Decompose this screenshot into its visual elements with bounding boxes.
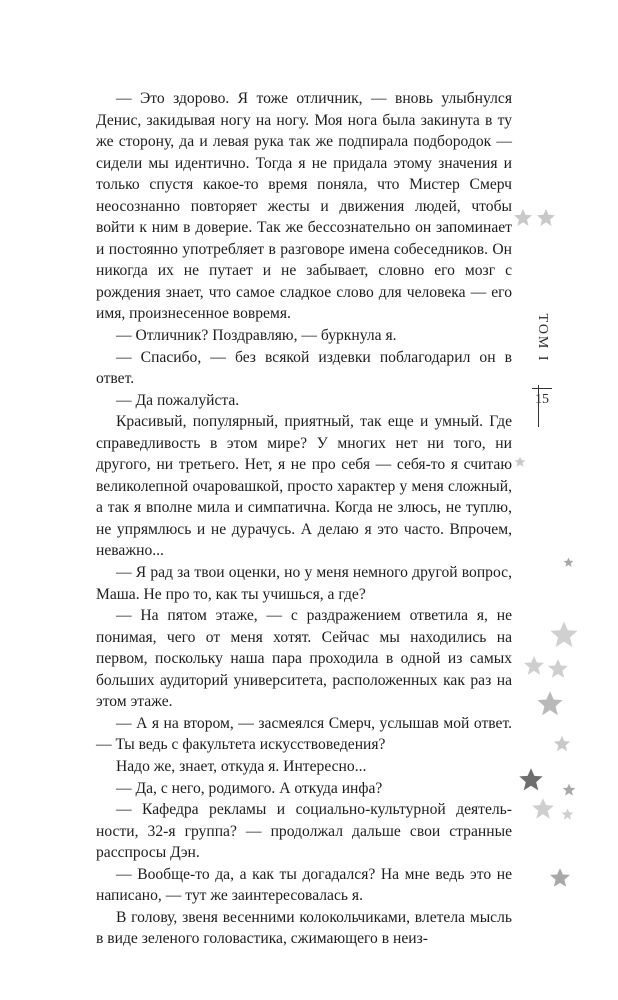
running-head: ТОМ I (535, 313, 550, 363)
paragraph: — Да, с него, родимого. А откуда инфа? (116, 779, 383, 797)
star-icon (553, 735, 571, 753)
star-icon (549, 620, 579, 650)
paragraph: — На пятом этаже, — с раздражением ответила я, не понимая, чего от меня хотят. Сейчас мы находились на первом, поскольку наша пара проходила в одной из самых больших аудиторий университета, расположенных как раз на этом этаже. (96, 607, 512, 711)
folio-rule-top (532, 388, 552, 389)
page-number: 15 (535, 392, 549, 407)
paragraph: — Это здорово. Я тоже отличник, — вновь улыбнулся Денис, закидывая ногу на ногу. Моя нога была закинута в ту же сторону, да и левая рука так же подпирала подбородок — сидели мы идентично. Тогда я не придала этому значения и только спустя какое-то время поняла, что Мистер Смерч неосознанно повторяет жесты и движения людей, чтобы войти к ним в доверие. Так же бессознательно он запоминает и постоянно употребляет в разговоре имена собеседников. Он никогда их не путает и не забывает, словно его мозг с рождения знает, что самое сладкое слово для человека — его имя, произнесенное вовремя. (96, 90, 512, 323)
paragraph: Красивый, популярный, приятный, так еще и умный. Где справедливость в этом мире? У многих нет ни того, ни другого, ни третьего. Нет, я не про себя — себя-то я считаю великолепной очаровашкой, просто характер у меня сложный, а так я вполне мила и симпатична. Когда не злюсь, не туплю, не упрямлюсь и не дурачусь. А делаю я это часто. Впрочем, неважно... (96, 413, 512, 560)
star-icon (536, 690, 564, 718)
paragraph: — Спасибо, — без всякой издевки поблагодарил он в ответ. (96, 348, 512, 388)
paragraph: — Вообще-то да, а как ты догадался? На мне ведь это не написано, — тут же заинтересовалась я. (96, 865, 512, 905)
paragraph: — Да пожалуйста. (116, 391, 240, 409)
star-icon (531, 797, 555, 821)
star-icon (562, 783, 576, 797)
star-icon (547, 658, 569, 680)
paragraph: — Я рад за твои оценки, но у меня немного другой вопрос, Маша. Не про то, как ты учишься, а где? (96, 564, 512, 603)
star-icon (513, 208, 533, 228)
body-text (96, 88, 512, 950)
star-icon (536, 208, 556, 228)
star-icon (549, 867, 571, 889)
paragraph: — Отличник? Поздравляю, — буркнула я. (116, 327, 397, 345)
paragraph: — А я на втором, — засмеялся Смерч, услышав мой ответ. — Ты ведь с факультета искусствоведения? (96, 714, 512, 754)
star-icon (561, 808, 574, 821)
paragraph: В голову, звеня весенними колокольчиками, влетела мысль в виде зеленого головастика, сжимающего в неиз- (96, 908, 512, 948)
paragraph: Надо же, знает, откуда я. Интересно... (116, 757, 367, 775)
star-icon (523, 655, 545, 677)
paragraph: — Кафедра рекламы и социально-культурной деятельности, 32-я группа? — продолжал дальше свои странные расспросы Дэн. (96, 801, 512, 862)
star-icon (563, 557, 574, 568)
star-icon (518, 767, 544, 793)
star-icon (514, 456, 526, 468)
